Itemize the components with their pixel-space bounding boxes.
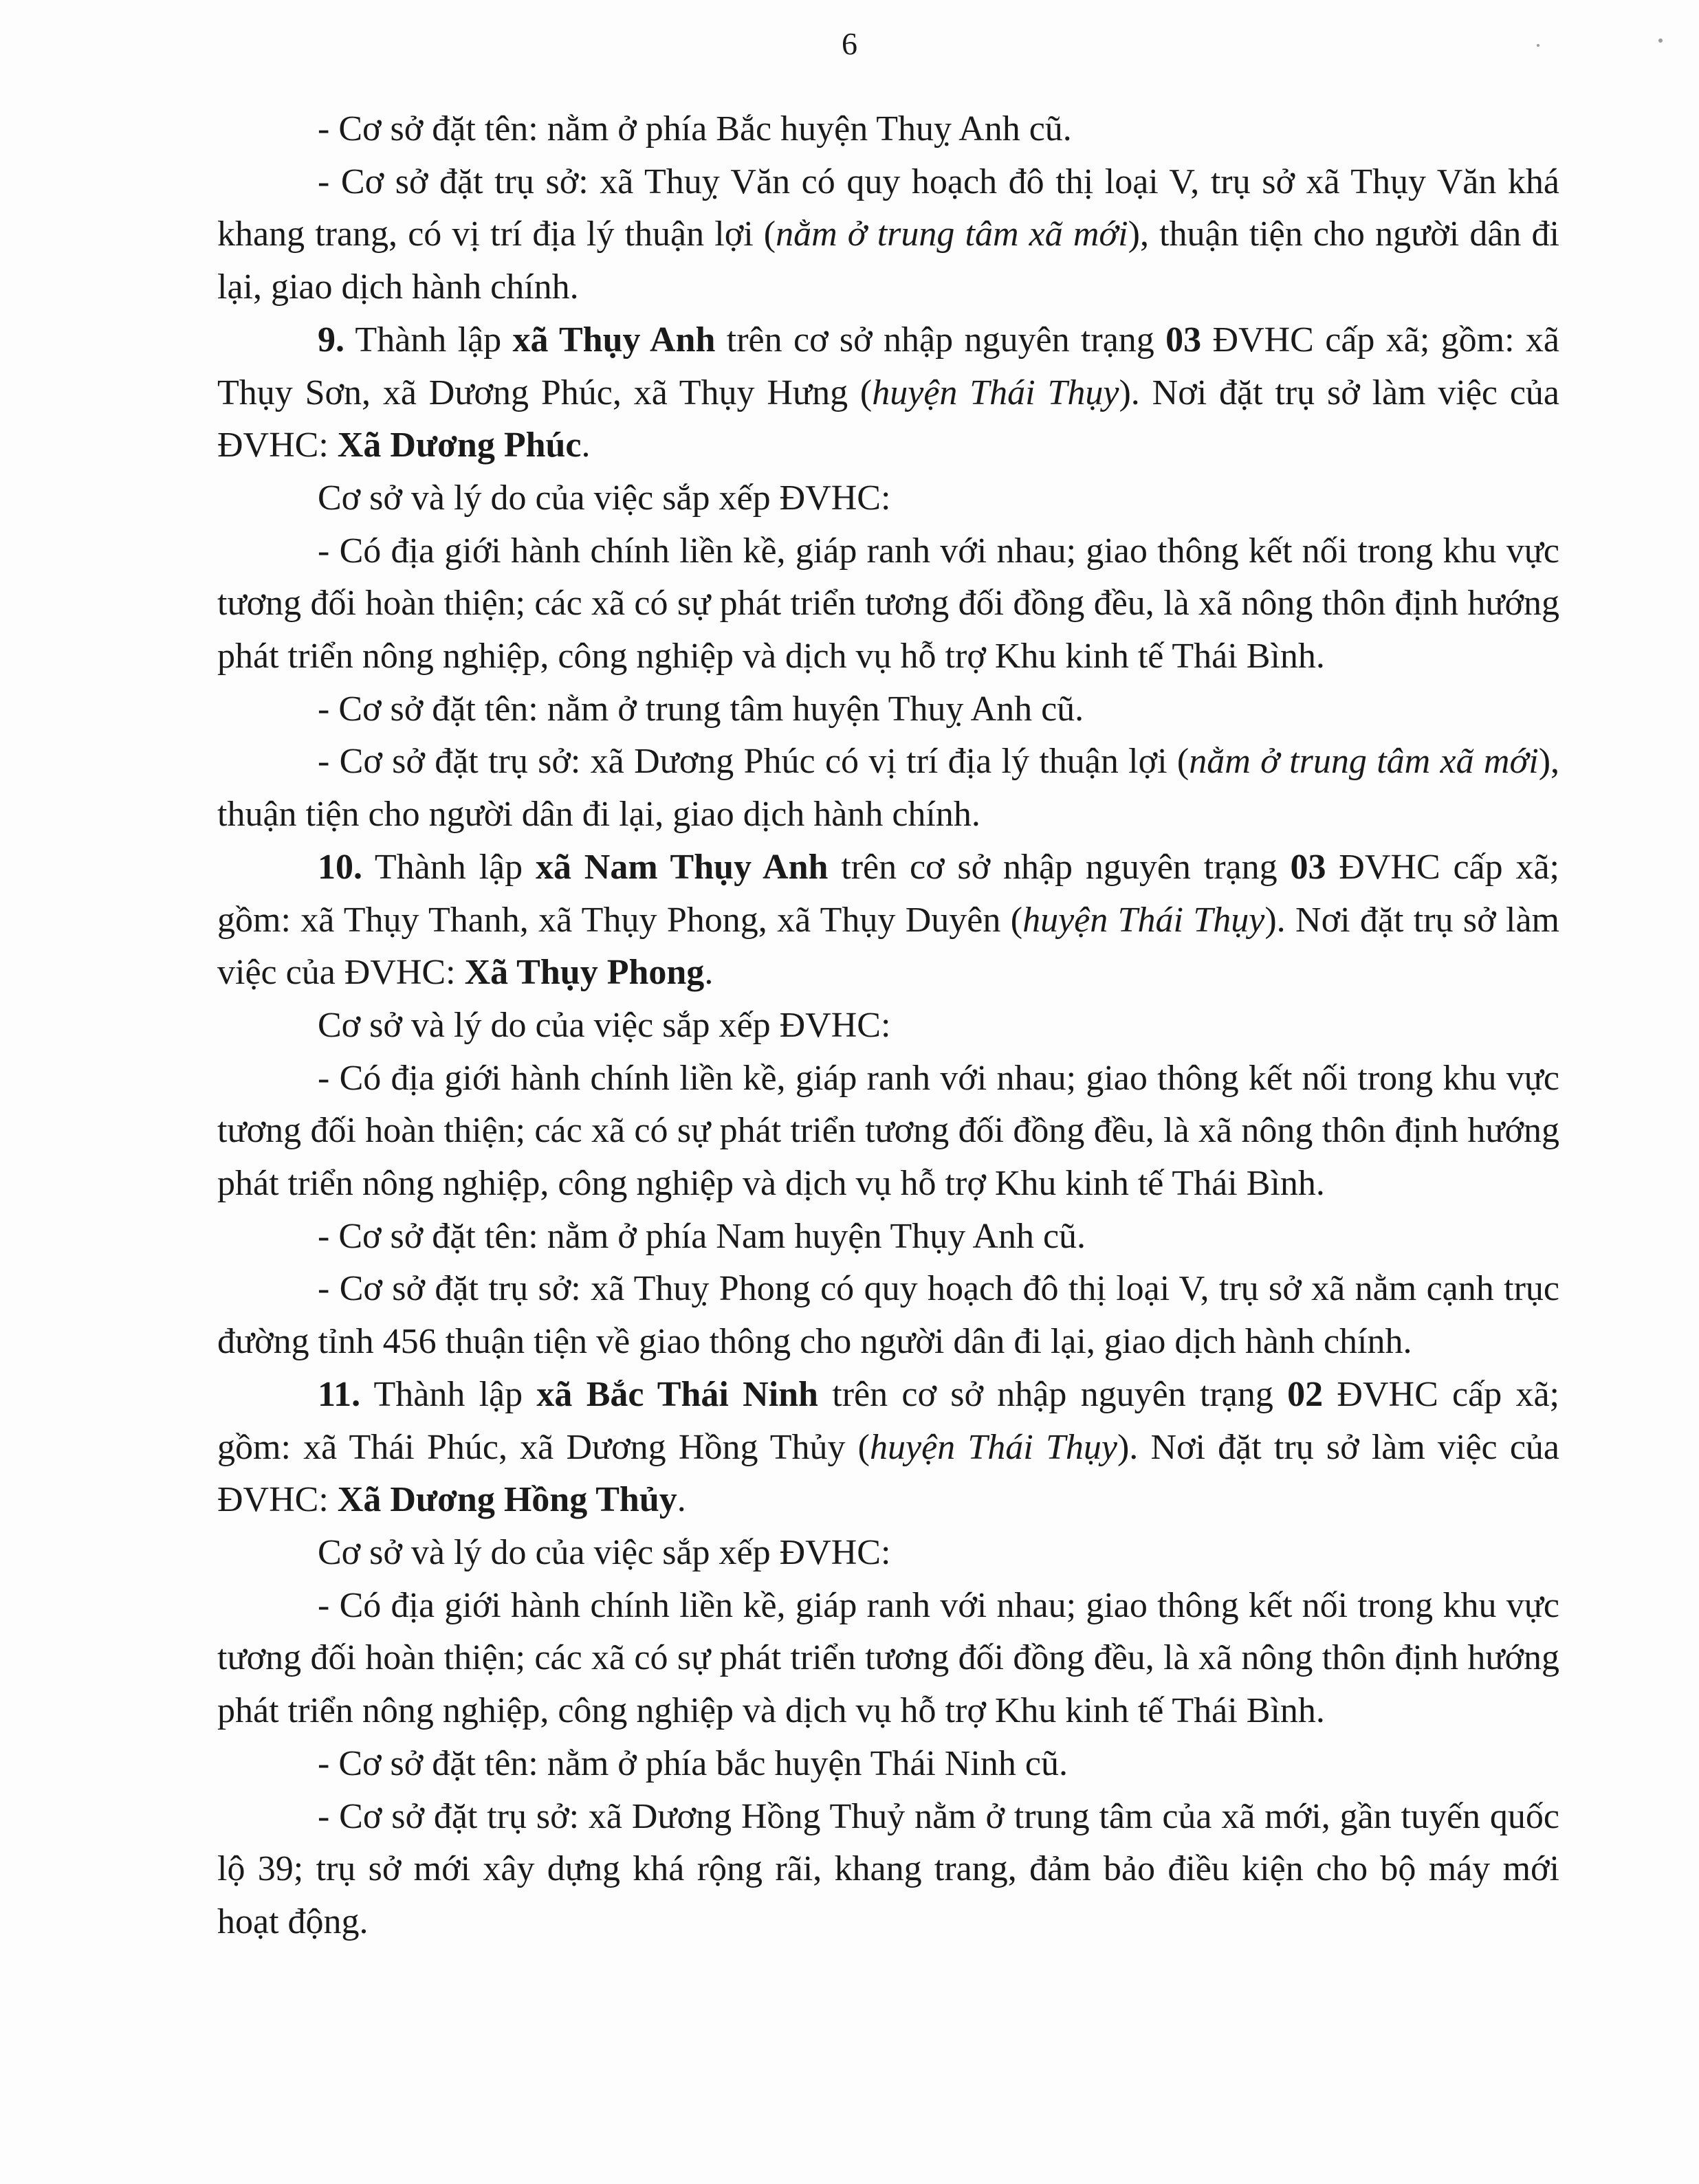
scan-speck <box>1658 38 1663 43</box>
text-run: ). Nơi đặt trụ sở làm việc của ĐVHC: <box>217 900 1559 993</box>
italic-text: nằm ở trung tâm xã mới <box>1189 742 1539 782</box>
bold-text: 03 <box>1290 847 1326 887</box>
paragraph <box>217 683 1559 736</box>
italic-text: huyện Thái Thụy <box>872 373 1119 412</box>
text-run: - Cơ sở đặt trụ sở: xã Dương Hồng Thuỷ nằm ở trung tâm của xã mới, gần tuyến quốc lộ 39; trụ sở mới xây dựng khá rộng rãi, khang trang, đảm bảo điều kiện cho bộ máy mới hoạt động. <box>217 1796 1559 1941</box>
text-run: . <box>704 953 714 993</box>
text-run: . <box>581 426 591 465</box>
paragraph <box>217 1369 1559 1527</box>
bold-text: Xã Thụy Phong <box>464 953 705 993</box>
bold-text: Xã Dương Phúc <box>337 426 582 465</box>
text-run: ), thuận tiện cho người dân đi lại, giao dịch hành chính. <box>217 214 1559 307</box>
text-run: - Cơ sở đặt tên: nằm ở phía Bắc huyện Thuỵ Anh cũ. <box>318 109 1072 148</box>
paragraph <box>217 1791 1559 1949</box>
text-run: - Cơ sở đặt trụ sở: xã Thuỵ Phong có quy hoạch đô thị loại V, trụ sở xã nằm cạnh trục đường tỉnh 456 thuận tiện về giao thông cho người dân đi lại, giao dịch hành chính. <box>217 1269 1559 1362</box>
bold-text: 10. <box>318 847 362 887</box>
italic-text: huyện Thái Thụy <box>870 1427 1117 1467</box>
text-run: trên cơ sở nhập nguyên trạng <box>818 1374 1288 1414</box>
text-run: Cơ sở và lý do của việc sắp xếp ĐVHC: <box>318 1532 891 1572</box>
text-run: - Cơ sở đặt trụ sở: xã Dương Phúc có vị trí địa lý thuận lợi ( <box>318 742 1190 782</box>
bold-text: xã Nam Thụy Anh <box>535 847 829 887</box>
bold-text: 9. <box>318 320 344 360</box>
text-run: ĐVHC cấp xã; gồm: xã Thụy Sơn, xã Dương Phúc, xã Thụy Hưng ( <box>217 320 1560 412</box>
text-run: - Có địa giới hành chính liền kề, giáp ranh với nhau; giao thông kết nối trong khu vực tương đối hoàn thiện; các xã có sự phát triển tương đối đồng đều, là xã nông thôn định hướng phát triển nông nghiệp, công nghiệp và dịch vụ hỗ trợ Khu kinh tế Thái Bình. <box>217 531 1559 676</box>
paragraph <box>217 103 1559 156</box>
bold-text: Xã Dương Hồng Thủy <box>337 1480 677 1520</box>
bold-text: 02 <box>1287 1374 1324 1414</box>
paragraph <box>217 314 1559 472</box>
text-run: trên cơ sở nhập nguyên trạng <box>715 320 1166 360</box>
italic-text: huyện Thái Thụy <box>1022 900 1265 940</box>
paragraph <box>217 1211 1559 1264</box>
bold-text: 11. <box>318 1374 361 1414</box>
paragraph <box>217 736 1559 841</box>
text-run: Thành lập <box>362 847 536 887</box>
text-run: - Cơ sở đặt tên: nằm ở phía Nam huyện Thụy Anh cũ. <box>318 1216 1086 1256</box>
text-run: - Cơ sở đặt tên: nằm ở phía bắc huyện Thái Ninh cũ. <box>318 1743 1068 1783</box>
text-run: Cơ sở và lý do của việc sắp xếp ĐVHC: <box>318 478 891 518</box>
paragraph <box>217 1527 1559 1580</box>
italic-text: nằm ở trung tâm xã mới <box>776 214 1128 254</box>
paragraph <box>217 841 1559 1000</box>
paragraph <box>217 1580 1559 1738</box>
text-run: - Có địa giới hành chính liền kề, giáp ranh với nhau; giao thông kết nối trong khu vực tương đối hoàn thiện; các xã có sự phát triển tương đối đồng đều, là xã nông thôn định hướng phát triển nông nghiệp, công nghiệp và dịch vụ hỗ trợ Khu kinh tế Thái Bình. <box>217 1058 1559 1204</box>
bold-text: xã Thụy Anh <box>512 320 716 360</box>
paragraph <box>217 1000 1559 1052</box>
text-run: ). Nơi đặt trụ sở làm việc của ĐVHC: <box>217 373 1560 465</box>
document-body <box>217 103 1559 1949</box>
text-run: - Cơ sở đặt trụ sở: xã Thuỵ Văn có quy hoạch đô thị loại V, trụ sở xã Thụy Văn khá khang trang, có vị trí địa lý thuận lợi ( <box>217 162 1559 254</box>
text-run: - Có địa giới hành chính liền kề, giáp ranh với nhau; giao thông kết nối trong khu vực tương đối hoàn thiện; các xã có sự phát triển tương đối đồng đều, là xã nông thôn định hướng phát triển nông nghiệp, công nghiệp và dịch vụ hỗ trợ Khu kinh tế Thái Bình. <box>217 1585 1559 1731</box>
text-run: Thành lập <box>360 1374 537 1414</box>
text-run: ), thuận tiện cho người dân đi lại, giao dịch hành chính. <box>217 742 1560 835</box>
text-run: Cơ sở và lý do của việc sắp xếp ĐVHC: <box>318 1005 891 1045</box>
text-run: ĐVHC cấp xã; gồm: xã Thái Phúc, xã Dương Hồng Thủy ( <box>217 1374 1559 1467</box>
paragraph <box>217 1738 1559 1791</box>
text-run: - Cơ sở đặt tên: nằm ở trung tâm huyện Thuỵ Anh cũ. <box>318 689 1084 729</box>
paragraph <box>217 1263 1559 1368</box>
paragraph <box>217 156 1559 314</box>
paragraph <box>217 525 1559 683</box>
scan-speck <box>1537 44 1539 47</box>
page-number: 6 <box>842 26 857 61</box>
text-run: ). Nơi đặt trụ sở làm việc của ĐVHC: <box>217 1427 1559 1520</box>
text-run: Thành lập <box>344 320 513 360</box>
text-run: trên cơ sở nhập nguyên trạng <box>828 847 1291 887</box>
paragraph <box>217 472 1559 525</box>
text-run: ĐVHC cấp xã; gồm: xã Thụy Thanh, xã Thụy Phong, xã Thụy Duyên ( <box>217 847 1559 940</box>
bold-text: 03 <box>1165 320 1202 360</box>
bold-text: xã Bắc Thái Ninh <box>536 1374 818 1414</box>
text-run: . <box>677 1480 686 1520</box>
paragraph <box>217 1052 1559 1211</box>
